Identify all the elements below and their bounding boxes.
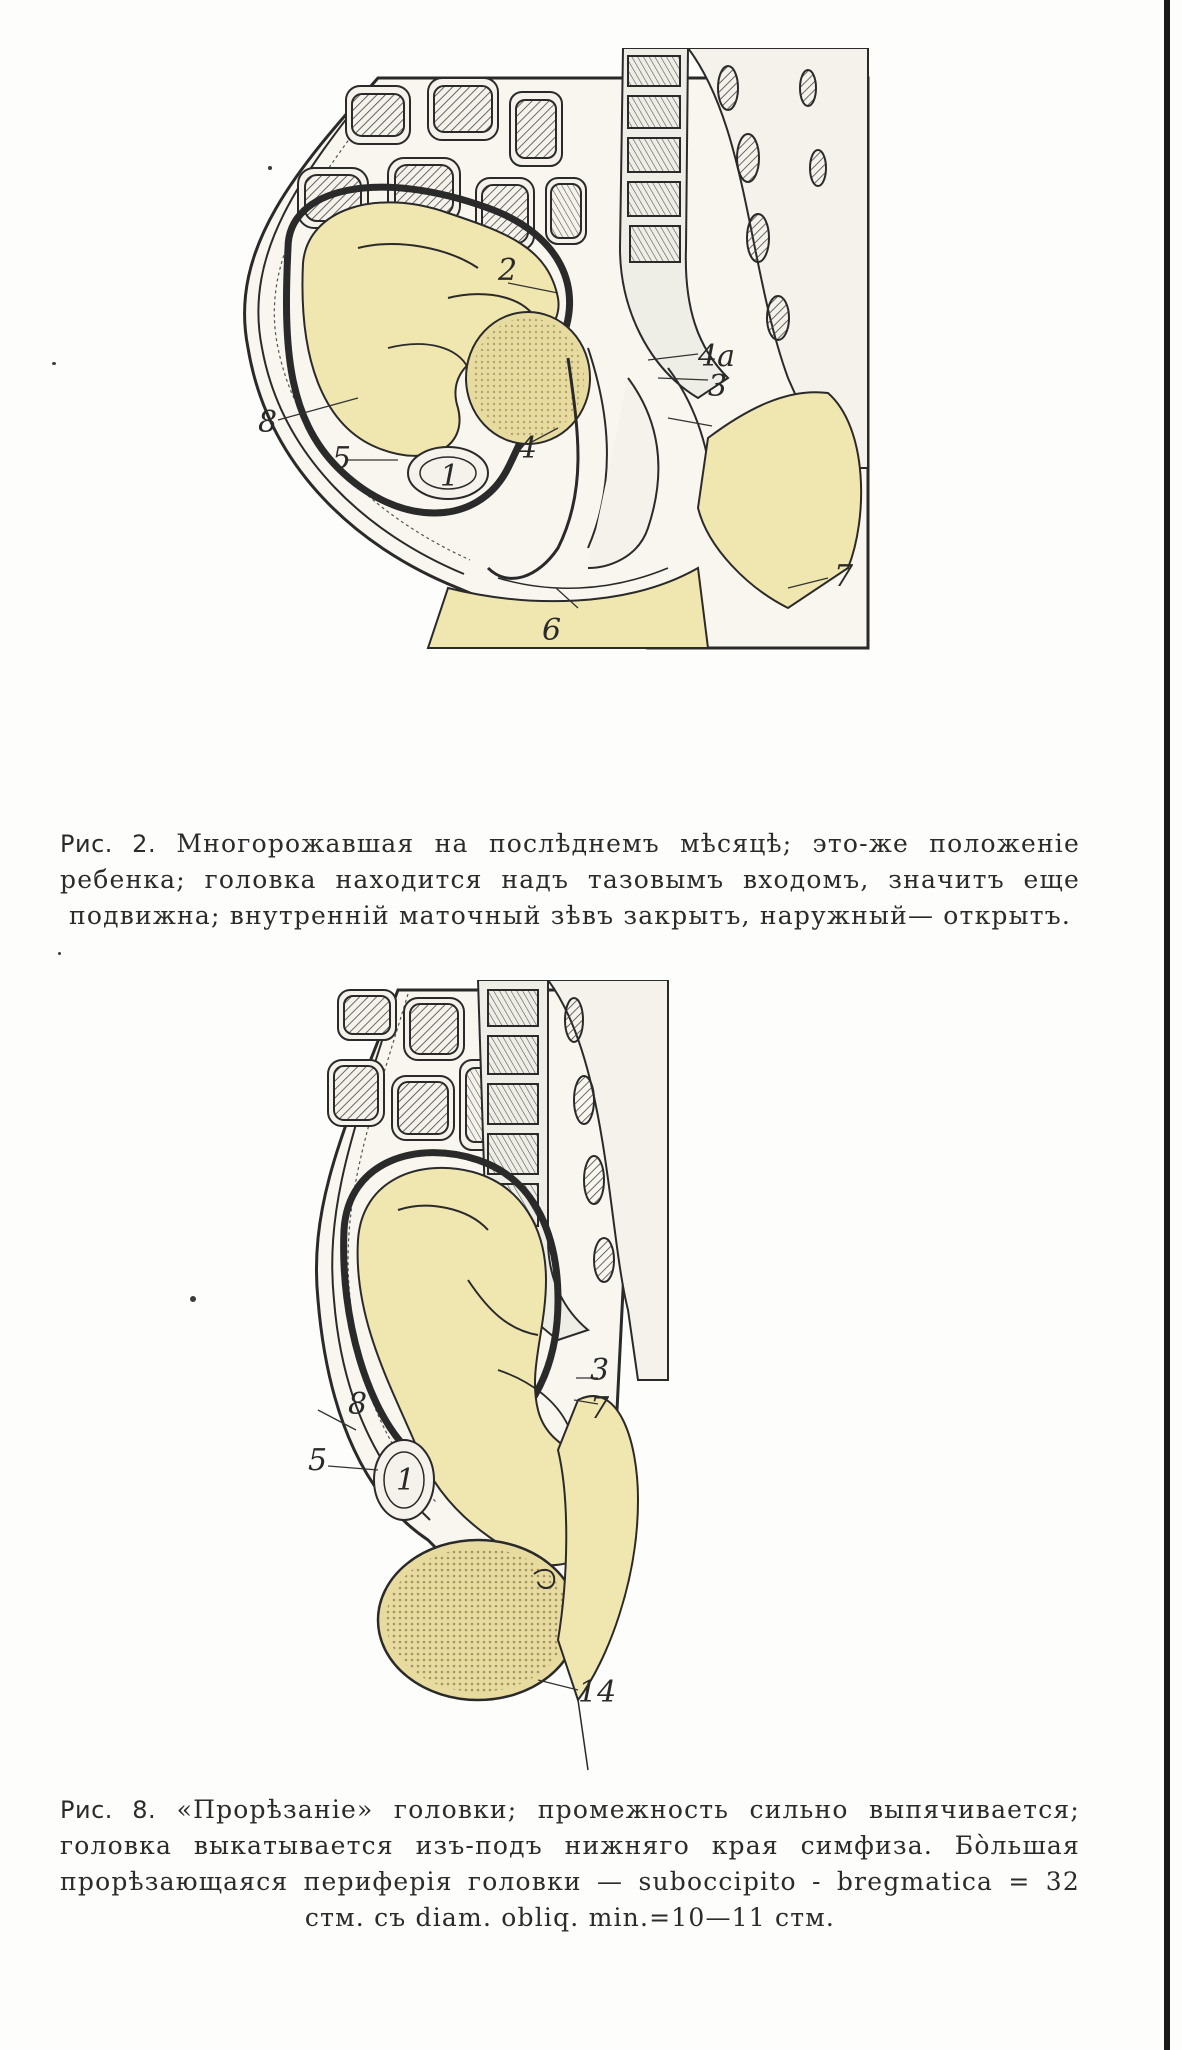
figure-2-caption	[60, 826, 1080, 934]
paper-speck	[190, 1296, 196, 1302]
label-4a: 4a	[698, 339, 735, 374]
label-6: 6	[542, 613, 562, 648]
label-8: 8	[258, 405, 278, 440]
label-2: 2	[498, 253, 518, 288]
paper-speck	[52, 362, 56, 365]
figure-8-illustration	[308, 980, 828, 1780]
figure-2-illustration	[228, 48, 908, 790]
label-1: 1	[396, 1463, 416, 1498]
figure-8-caption-text: «Прорѣзанiе» головки; промежность сильно выпячивается; головка выкатывается изъ-подъ нижняго края симфиза. Бòльшая прорѣзающаяся периферiя головки — suboccipito - bregmatica = 32 стм. съ diam. obliq. min.=10—11 стм.	[60, 1795, 1081, 1932]
label-1: 1	[440, 459, 460, 494]
label-5: 5	[308, 1443, 328, 1478]
figure-8-caption-lead: Рис. 8.	[60, 1796, 157, 1824]
figure-2-caption-lead: Рис. 2.	[60, 830, 157, 858]
label-7: 7	[834, 559, 854, 594]
label-7: 7	[590, 1391, 610, 1426]
label-3: 3	[708, 369, 728, 404]
label-5: 5	[332, 441, 352, 476]
page-edge-rule	[1164, 0, 1170, 2050]
label-3: 3	[590, 1353, 610, 1388]
label-8: 8	[348, 1387, 368, 1422]
figure-2-caption-text: Многорожавшая на послѣднемъ мѣсяцѣ; это-же положенiе ребенка; головка находится надъ тазовымъ входомъ, значитъ еще подвижна; внутреннiй маточный зѣвъ закрытъ, наружный— открытъ.	[60, 829, 1080, 930]
label-4: 4	[518, 431, 538, 466]
label-14: 14	[578, 1675, 617, 1710]
paper-speck	[58, 952, 61, 955]
figure-8-caption	[60, 1792, 1080, 1936]
perineum-tint	[558, 1396, 638, 1700]
